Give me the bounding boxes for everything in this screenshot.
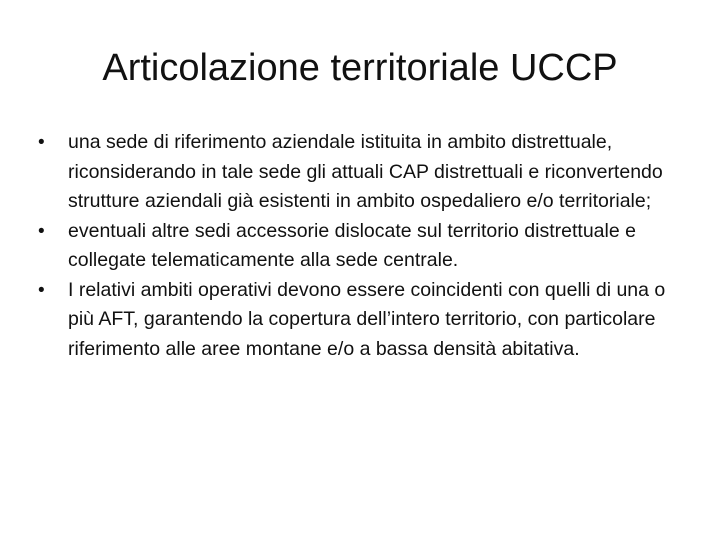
bullet-icon: • [38, 279, 45, 301]
bullet-text-2: eventuali altre sedi accessorie dislocate sul territorio distrettuale e collegate telematicamente alla sede centrale. [68, 219, 636, 271]
bullet-item-2 [36, 217, 688, 276]
bullet-icon: • [38, 132, 45, 153]
bullet-icon: • [38, 220, 45, 242]
slide-title: Articolazione territoriale UCCP [102, 47, 618, 89]
bullet-item-3 [36, 276, 688, 365]
bullet-item-1 [36, 128, 688, 217]
bullet-text-3: I relativi ambiti operativi devono essere coincidenti con quelli di una o più AFT, garantendo la copertura dell’intero territorio, con particolare riferimento alle aree montane e/o a bassa densità abitativa. [68, 278, 666, 360]
bullet-text-1: una sede di riferimento aziendale istituita in ambito distrettuale, riconsiderando in tale sede gli attuali CAP distrettuali e riconvertendo strutture aziendali già esistenti in ambito ospedaliero e/o territoriale; [68, 131, 663, 212]
bullet-list [36, 128, 688, 364]
